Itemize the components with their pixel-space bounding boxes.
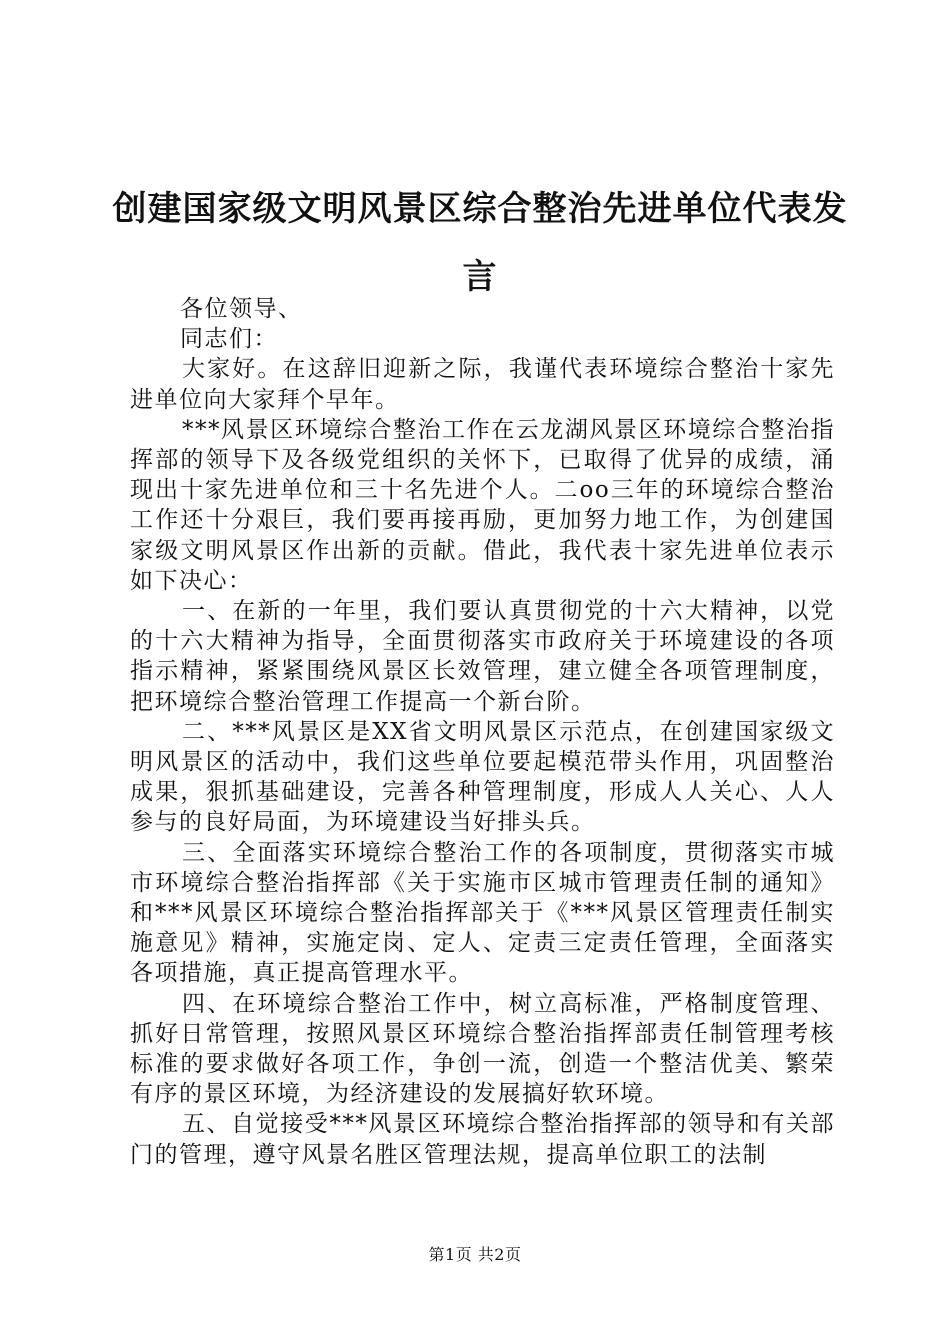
body-paragraph: 四、在环境综合整治工作中，树立高标准，严格制度管理、抓好日常管理，按照风景区环境综合整治指挥部责任制管理考核标准的要求做好各项工作，争创一流，创造一个整洁优美、繁荣有序的景区环境，为经济建设的发展搞好软环境。 (130, 990, 835, 1108)
salutation-line: 各位领导、 (180, 296, 303, 322)
document-title: 创建国家级文明风景区综合整治先进单位代表发言 (112, 188, 848, 297)
document-body (130, 294, 835, 1170)
body-paragraph: 三、全面落实环境综合整治工作的各项制度，贯彻落实市城市环境综合整治指挥部《关于实施市区城市管理责任制的通知》和***风景区环境综合整治指挥部关于《***风景区管理责任制实施意见》精神，实施定岗、定人、定责三定责任管理，全面落实各项措施，真正提高管理水平。 (130, 839, 835, 987)
salutation-line: 同志们： (180, 326, 278, 353)
body-paragraph: 一、在新的一年里，我们要认真贯彻党的十六大精神，以党的十六大精神为指导，全面贯彻落实市政府关于环境建设的各项指示精神，紧紧围绕风景区长效管理，建立健全各项管理制度，把环境综合整治管理工作提高一个新台阶。 (130, 598, 835, 715)
page-footer: 第1页 共2页 (428, 1245, 522, 1264)
body-paragraph: 大家好。在这辞旧迎新之际，我谨代表环境综合整治十家先进单位向大家拜个早年。 (130, 356, 835, 413)
body-paragraph: 五、自觉接受***风景区环境综合整治指挥部的领导和有关部门的管理，遵守风景名胜区管理法规，提高单位职工的法制 (130, 1111, 835, 1168)
body-paragraph: ***风景区环境综合整治工作在云龙湖风景区环境综合整治指挥部的领导下及各级党组织的关怀下，已取得了优异的成绩，涌现出十家先进单位和三十名先进个人。二oo三年的环境综合整治工作还十分艰巨，我们要再接再励，更加努力地工作，为创建国家级文明风景区作出新的贡献。借此，我代表十家先进单位表示如下决心： (130, 416, 835, 594)
body-paragraph: 二、***风景区是XX省文明风景区示范点，在创建国家级文明风景区的活动中，我们这些单位要起模范带头作用，巩固整治成果，狠抓基础建设，完善各种管理制度，形成人人关心、人人参与的良好局面，为环境建设当好排头兵。 (130, 718, 835, 836)
